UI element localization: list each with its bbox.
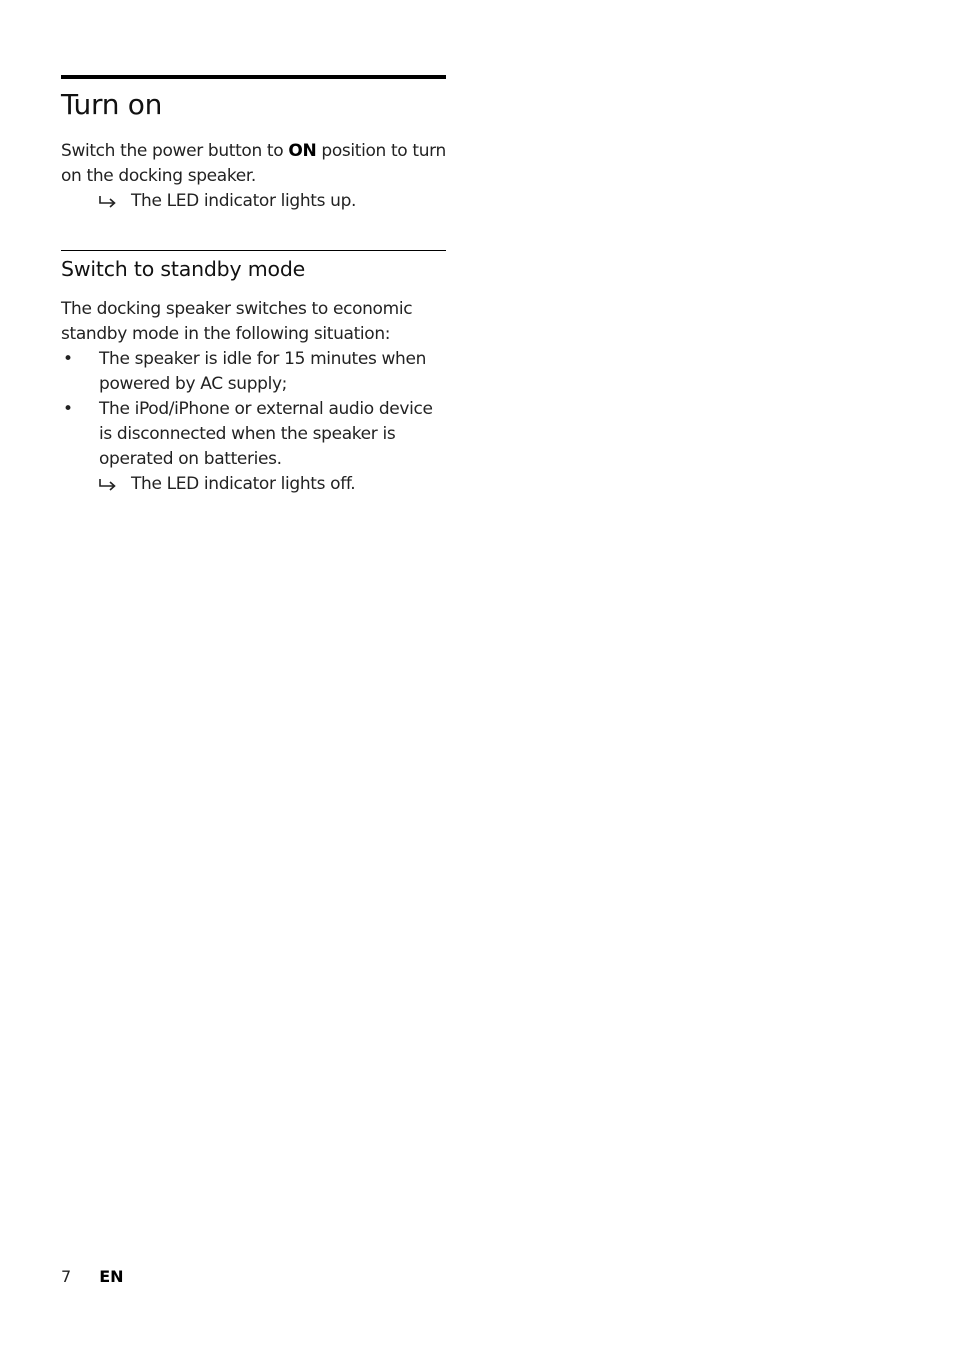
- subsection-rule: [61, 250, 446, 251]
- page-number: 7: [61, 1267, 72, 1286]
- turn-on-result: [61, 189, 446, 214]
- turn-on-instruction: [61, 139, 446, 189]
- list-item-text: The iPod/iPhone or external audio device is disconnected when the speaker is operated on batteries.: [99, 399, 433, 469]
- language-code: EN: [99, 1267, 124, 1286]
- instruction-text-after: position to turn on the docking speaker.: [61, 141, 446, 186]
- hooked-right-arrow-icon: [98, 195, 118, 209]
- result-text: The LED indicator lights off.: [131, 474, 356, 494]
- standby-intro: The docking speaker switches to economic standby mode in the following situation:: [61, 299, 413, 344]
- on-keyword: ON: [288, 141, 317, 161]
- section-top-rule: [61, 75, 446, 79]
- hooked-right-arrow-icon: [98, 478, 118, 492]
- section-title-standby: Switch to standby mode: [61, 257, 306, 281]
- list-item-text: The speaker is idle for 15 minutes when powered by AC supply;: [99, 349, 427, 394]
- standby-result: [61, 472, 446, 497]
- list-item: [61, 347, 446, 397]
- page-footer: [61, 1265, 124, 1289]
- list-item: [61, 397, 446, 472]
- bullet-glyph: •: [63, 399, 73, 419]
- bullet-glyph: •: [63, 349, 73, 369]
- standby-conditions-list: [61, 347, 446, 472]
- content-column: [61, 75, 446, 497]
- result-text: The LED indicator lights up.: [131, 191, 357, 211]
- instruction-text-before: Switch the power button to: [61, 141, 289, 161]
- section-title-turn-on: Turn on: [61, 88, 163, 121]
